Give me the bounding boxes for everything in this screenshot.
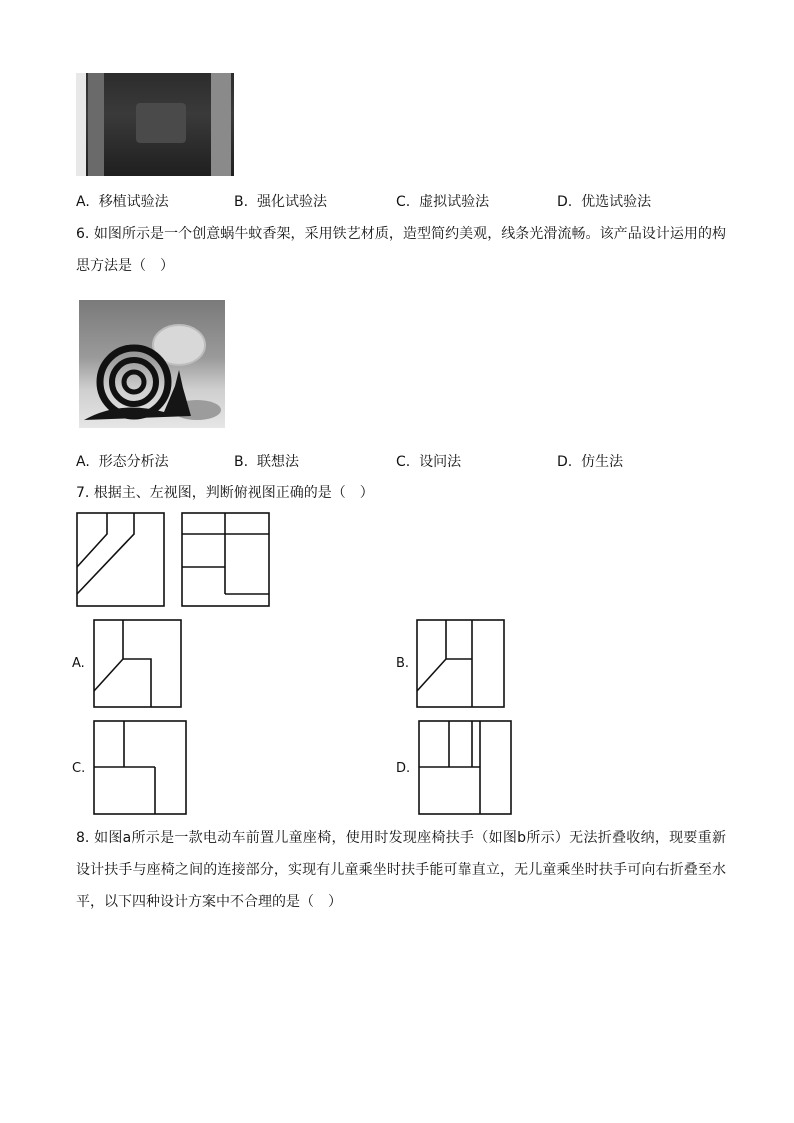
q6-photo [79, 300, 225, 428]
q6-option-a[interactable]: A. 形态分析法 [76, 454, 169, 470]
q5-option-a[interactable]: A. 移植试验法 [76, 194, 169, 210]
q6-option-d[interactable]: D. 仿生法 [557, 454, 624, 470]
q6-stem: 6. 如图所示是一个创意蜗牛蚊香架，采用铁艺材质，造型简约美观，线条光滑流畅。该产品设计运用的构思方法是（ ） [76, 226, 726, 274]
choice-a-diagonal [94, 620, 123, 691]
q7-choice-a-label[interactable]: A. [72, 656, 85, 671]
q5-option-c[interactable]: C. 虚拟试验法 [396, 194, 490, 210]
q8-stem: 8. 如图a所示是一款电动车前置儿童座椅，使用时发现座椅扶手（如图b所示）无法折叠收纳，现要重新设计扶手与座椅之间的连接部分，实现有儿童乘坐时扶手能可靠直立，无儿童乘坐时扶手可向右折叠至水平，以下四种设计方案中不合理的是（ ） [76, 830, 726, 910]
front-view-outline [77, 513, 164, 606]
q7-left-view [181, 512, 271, 608]
choice-b-diagonal [417, 620, 446, 691]
photo-wall [88, 73, 104, 176]
q5-option-d[interactable]: D. 优选试验法 [557, 194, 652, 210]
q7-choice-d-figure[interactable] [418, 720, 513, 817]
choice-b-outline [417, 620, 504, 707]
photo-object [136, 103, 186, 143]
front-view-edge-inner [77, 513, 134, 594]
q6-option-c[interactable]: C. 设问法 [396, 454, 462, 470]
snail-ring-middle [112, 360, 156, 404]
q6-option-b[interactable]: B. 联想法 [234, 454, 299, 470]
q5-photo [76, 73, 234, 176]
choice-a-step [123, 659, 151, 707]
q7-front-view [76, 512, 166, 608]
front-view-edge-outer [77, 513, 107, 567]
q7-stem: 7. 根据主、左视图，判断俯视图正确的是（ ） [76, 485, 374, 501]
q7-choice-d-label[interactable]: D. [396, 761, 411, 776]
q7-choice-b-figure[interactable] [416, 619, 506, 709]
q7-choice-c-label[interactable]: C. [72, 761, 86, 776]
choice-a-outline [94, 620, 181, 707]
snail-ring-inner [124, 372, 144, 392]
photo-frame-left [76, 73, 86, 176]
q5-option-b[interactable]: B. 强化试验法 [234, 194, 327, 210]
snail-illustration [79, 300, 225, 428]
photo-wall-right [211, 73, 231, 176]
q7-choice-a-figure[interactable] [93, 619, 183, 709]
q7-choice-c-figure[interactable] [93, 720, 188, 817]
q7-choice-b-label[interactable]: B. [396, 656, 410, 671]
